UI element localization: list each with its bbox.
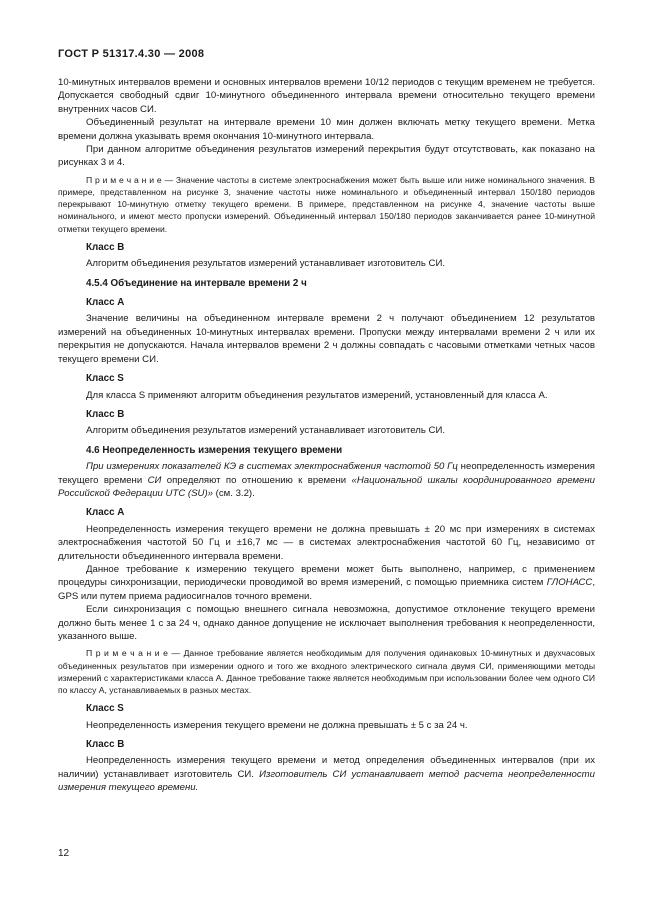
note bbox=[58, 647, 595, 696]
paragraph: Алгоритм объединения результатов измерений устанавливает изготовитель СИ. bbox=[86, 258, 446, 270]
note-text: — Значение частоты в системе электроснабжения может быть выше или ниже номинального значения. В примере, представленном на рисунке 3, значение частоты ниже номинального и объединенный интервал 150/180 периодов перекрывают 10-минутную отметку текущего времени. В примере, представленном на рисунке 4, значение частоты выше номинального, и имеют место пропуски измерений. Объединенный интервал 150/180 периодов заканчивается ранее 10-минутной отметки текущего времени. bbox=[58, 174, 596, 234]
class-heading: Класс S bbox=[86, 373, 124, 385]
paragraph: Неопределенность измерения текущего времени не должна превышать ± 20 мс при измерениях в системах электроснабжения частотой 50 Гц и ±16,7 мс — в системах электроснабжения частотой 60 Гц, независимо от длительности объединенного интервала времени. bbox=[58, 523, 595, 562]
paragraph: Объединенный результат на интервале времени 10 мин должен включать метку текущего времени. Метка времени должна указывать время окончания 10-минутного интервала. bbox=[58, 117, 595, 142]
class-heading: Класс В bbox=[86, 739, 125, 751]
italic-text: СИ bbox=[147, 474, 162, 486]
paragraph bbox=[58, 563, 595, 603]
text: неопределенность измерения текущего времени bbox=[58, 461, 595, 486]
text: , GPS или путем приема радиосигналов точного времени. bbox=[58, 577, 595, 602]
paragraph: Для класса S применяют алгоритм объединения результатов измерений, установленный для класса А. bbox=[86, 389, 548, 401]
class-heading: Класс S bbox=[86, 703, 124, 715]
paragraph: При данном алгоритме объединения результатов измерений перекрытия будут отсутствовать, как показано на рисунках 3 и 4. bbox=[58, 144, 595, 169]
paragraph bbox=[58, 460, 595, 500]
paragraph: Алгоритм объединения результатов измерений устанавливает изготовитель СИ. bbox=[86, 425, 446, 437]
italic-text: Изготовитель СИ устанавливает метод расчета неопределенности измерения текущего времени. bbox=[58, 768, 595, 794]
document-body bbox=[58, 76, 595, 795]
class-heading: Класс А bbox=[86, 297, 125, 309]
paragraph: Значение величины на объединенном интервале времени 2 ч получают объединением 12 результатов измерений на объединенных 10-минутных интервалах времени. Пропуски между интервалами времени 2 ч или их перекрытия не допускаются. Начала интервалов времени 2 ч должны совпадать с часовыми отметками четных часов текущего времени СИ. bbox=[58, 313, 595, 365]
text: определяют по отношению к времени bbox=[161, 474, 352, 486]
text: (см. 3.2). bbox=[212, 487, 255, 499]
paragraph: 10-минутных интервалов времени и основных интервалов времени 10/12 периодов с текущим временем не требуется. Допускается свободный сдвиг 10-минутного объединенного интервала времени относительно текущего времени внутренних часов СИ. bbox=[58, 77, 595, 115]
section-heading-4-6: 4.6 Неопределенность измерения текущего времени bbox=[86, 444, 343, 456]
section-heading-4-5-4: 4.5.4 Объединение на интервале времени 2 ч bbox=[86, 277, 307, 289]
paragraph: Неопределенность измерения текущего времени не должна превышать ± 5 с за 24 ч. bbox=[86, 719, 468, 731]
document-header: ГОСТ Р 51317.4.30 — 2008 bbox=[58, 48, 205, 60]
class-heading: Класс В bbox=[86, 408, 125, 420]
note bbox=[58, 174, 595, 235]
paragraph: Если синхронизация с помощью внешнего сигнала невозможна, допустимое отклонение текущего времени должно быть менее 1 с за 24 ч, однако данное допущение не исключает выполнения требования к неопределенности, указанного выше. bbox=[58, 604, 595, 643]
text: Неопределенность измерения текущего времени и метод определения объединенных интервалов (при их наличии) устанавливает изготовитель СИ. bbox=[58, 755, 595, 780]
italic-text: «Национальной шкалы координированного времени Российской Федерации UTC (SU)» bbox=[58, 474, 595, 499]
text: Данное требование к измерению текущего времени может быть выполнено, например, с применением процедуры синхронизации, периодически проводимой во время измерений, с помощью приемника систем bbox=[58, 563, 595, 589]
class-heading: Класс А bbox=[86, 507, 125, 519]
paragraph bbox=[58, 754, 595, 794]
class-heading: Класс В bbox=[86, 241, 125, 253]
italic-text: ГЛОНАСС bbox=[546, 577, 593, 589]
note-label: П р и м е ч а н и е bbox=[86, 648, 168, 659]
note-label: П р и м е ч а н и е bbox=[86, 174, 162, 185]
page-number: 12 bbox=[58, 848, 70, 859]
note-text: — Данное требование является необходимым для получения одинаковых 10-минутных и двухчасовых объединенных результатов при измерении одного и того же входного электрического сигнала двумя СИ, применяющими методы измерений с характеристиками класса А. Данное требование также является необходимым при использовании более чем одного СИ по классу А, устанавливаемых в разных местах. bbox=[58, 648, 596, 696]
italic-text: При измерениях показателей КЭ в системах электроснабжения частотой 50 Гц bbox=[86, 461, 458, 473]
